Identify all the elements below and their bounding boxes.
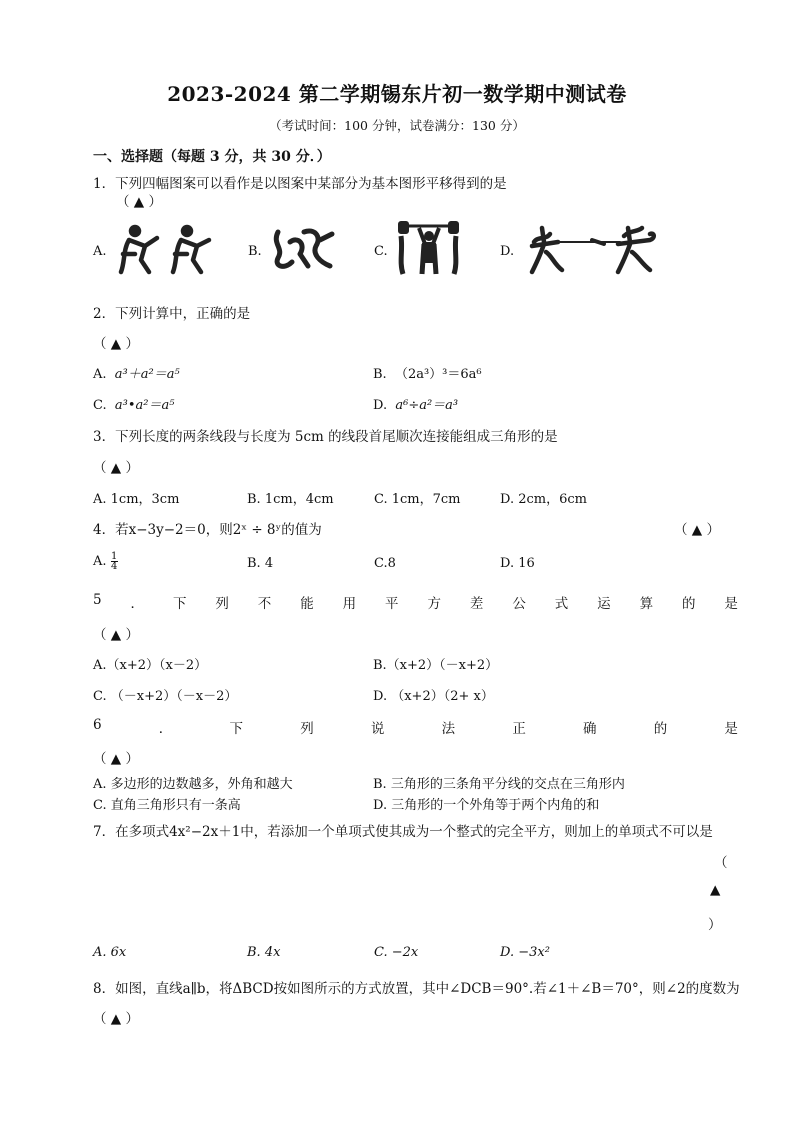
q6-option-c: C. 直角三角形只有一条高 (93, 798, 241, 813)
q5-option-d: D. （x+2）（2+ x） (373, 689, 494, 704)
page-subtitle: （考试时间：100 分钟，试卷满分：130 分） (269, 118, 525, 133)
q5-char: 列 (215, 596, 229, 612)
q4-option-c: C.8 (374, 556, 396, 571)
q2-option-d-expr: a⁶÷a²＝a³ (395, 398, 459, 413)
q2-option-b-label: B. (373, 367, 387, 382)
q3-text: 3．下列长度的两条线段与长度为 5cm 的线段首尾顺次连接能组成三角形的是 (93, 429, 558, 445)
q6-char: 列 (300, 721, 314, 737)
q5-char: 平 (385, 596, 399, 612)
q7-option-b: B. 4x (247, 945, 281, 960)
q5-text (93, 592, 738, 612)
q2-option-c-label: C. (93, 398, 107, 413)
q5-char: 下 (172, 596, 187, 612)
q6-char: 的 (653, 721, 668, 737)
q5-char: 式 (554, 596, 569, 612)
q6-option-b: B. 三角形的三条角平分线的交点在三角形内 (373, 777, 625, 792)
page-title: 2023-2024 第二学期锡东片初一数学期中测试卷 (167, 82, 627, 106)
q8-text: 8．如图，直线a∥b，将ΔBCD按如图所示的方式放置，其中∠DCB＝90°.若∠1＋∠B＝70°，则∠2的度数为 (93, 981, 740, 997)
q5-char: 的 (682, 596, 696, 612)
q7-mark-open: （ (714, 855, 728, 871)
q1-option-a-label: A. (93, 244, 107, 259)
q7-text: 7．在多项式4x²−2x＋1中，若添加一个单项式使其成为一个整式的完全平方，则加上的单项式不可以是 (93, 824, 713, 840)
q2-answer-mark: （ ▲ ） (93, 336, 139, 352)
q1-figure-b (270, 222, 340, 277)
q2-option-d-label: D. (373, 398, 388, 413)
q6-char: 正 (512, 721, 526, 737)
q6-char: 说 (370, 721, 385, 737)
q6-char: 是 (724, 721, 738, 737)
q5-option-a: A.（x+2）（x－2） (93, 658, 208, 673)
q1-option-d-label: D. (500, 244, 515, 259)
q2-option-a-label: A. (93, 367, 107, 382)
q4-option-a-fraction (111, 552, 118, 571)
q5-char: 算 (639, 596, 654, 612)
q4-option-a-label: A. (93, 554, 107, 569)
q5-char: 是 (724, 596, 738, 612)
q6-char: 6 (93, 717, 102, 733)
q5-char: 运 (597, 596, 611, 612)
q4-option-d: D. 16 (500, 556, 535, 571)
q3-option-b: B. 1cm，4cm (247, 492, 334, 507)
q4-option-a-denominator: 4 (110, 561, 118, 572)
q6-answer-mark: （ ▲ ） (93, 751, 139, 767)
q4-text: 4．若x−3y−2＝0，则2ˣ ÷ 8ʸ的值为 (93, 522, 322, 538)
q8-answer-mark: （ ▲ ） (93, 1011, 139, 1027)
q5-char: 方 (427, 596, 441, 612)
q5-option-b: B.（x+2）（－x+2） (373, 658, 499, 673)
q2-option-b (373, 363, 482, 382)
q3-option-c: C. 1cm，7cm (374, 492, 461, 507)
q4-option-a-numerator: 1 (110, 551, 118, 562)
q6-text (93, 717, 738, 737)
q2-option-c (93, 394, 174, 413)
q6-char: ． (158, 721, 173, 737)
q1-text: 1．下列四幅图案可以看作是以图案中某部分为基本图形平移得到的是 (93, 176, 507, 192)
q5-char: 差 (469, 596, 484, 612)
q3-answer-mark: （ ▲ ） (93, 460, 139, 476)
q4-option-b: B. 4 (247, 556, 274, 571)
q3-option-a: A. 1cm，3cm (93, 492, 180, 507)
q1-figure-d (528, 224, 658, 276)
q5-char: 不 (257, 596, 272, 612)
q6-option-a: A. 多边形的边数越多，外角和越大 (93, 777, 293, 792)
q2-option-a-expr: a³＋a²＝a⁵ (114, 367, 180, 382)
q7-mark-close: ） (708, 917, 722, 933)
q5-char: 用 (342, 596, 357, 612)
q1-figure-c (397, 218, 462, 278)
q1-answer-mark: （ ▲ ） (116, 194, 162, 210)
q6-char: 法 (441, 721, 456, 737)
q2-option-c-expr: a³•a²＝a⁵ (114, 398, 175, 413)
q2-option-b-expr: （2a³）³＝6a⁶ (394, 367, 482, 382)
q5-option-c: C. （－x+2）（－x－2） (93, 689, 238, 704)
q7-option-c: C. −2x (374, 945, 419, 960)
section-heading: 一、选择题（每题 3 分，共 30 分．） (93, 149, 331, 165)
q4-answer-mark: （ ▲ ） (674, 522, 720, 538)
q2-text: 2．下列计算中，正确的是 (93, 306, 251, 322)
q2-option-a (93, 363, 180, 382)
q6-option-d: D. 三角形的一个外角等于两个内角的和 (373, 798, 600, 813)
q5-char: 5 (93, 592, 102, 608)
q3-option-d: D. 2cm，6cm (500, 492, 587, 507)
q5-char: 公 (512, 596, 526, 612)
q1-option-b-label: B. (248, 244, 262, 259)
q7-option-d: D. −3x² (500, 945, 550, 960)
q5-answer-mark: （ ▲ ） (93, 627, 139, 643)
q5-char: 能 (300, 596, 314, 612)
q2-option-d (373, 394, 458, 413)
q6-char: 下 (229, 721, 243, 737)
q5-char: ． (130, 596, 145, 612)
q6-char: 确 (583, 721, 597, 737)
q7-mark-triangle: ▲ (710, 882, 721, 898)
q1-option-c-label: C. (374, 244, 388, 259)
q7-option-a: A. 6x (93, 945, 127, 960)
q4-option-a (93, 552, 118, 571)
q1-figure-a (115, 222, 215, 277)
